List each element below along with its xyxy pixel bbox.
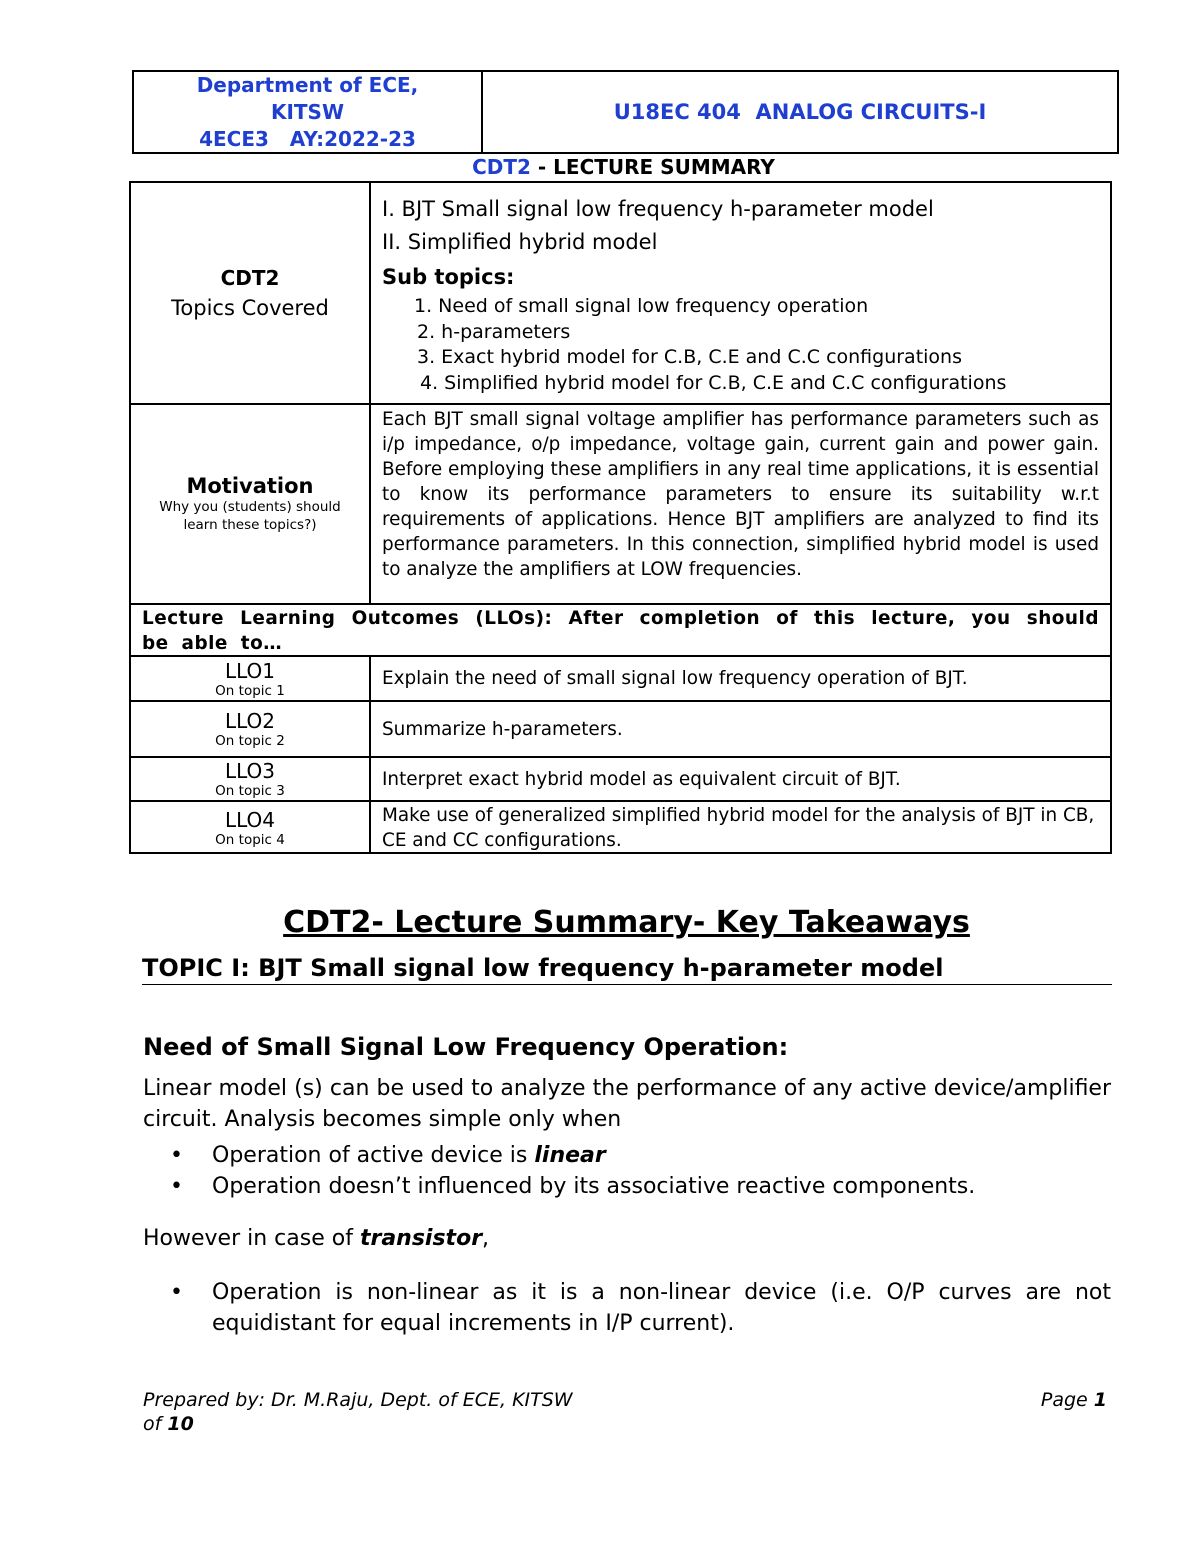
- bullet-item: [170, 1171, 1111, 1202]
- llo-text: Summarize h-parameters.: [382, 718, 623, 740]
- llo-topic: On topic 4: [215, 832, 285, 848]
- header-table: [132, 70, 1119, 154]
- class-year: 4ECE3 AY:2022-23: [199, 126, 416, 151]
- llo-label: LLO2: [224, 709, 276, 733]
- page-footer: [143, 1388, 1113, 1436]
- bullet-dot: •: [170, 1174, 183, 1199]
- llo-label-cell: [131, 758, 371, 800]
- llo-label-cell: [131, 802, 371, 854]
- motivation-label: Motivation: [186, 474, 314, 498]
- topics-covered-label: Topics Covered: [171, 296, 329, 320]
- llo-text: Explain the need of small signal low frequency operation of BJT.: [382, 668, 968, 689]
- topics-label-cell: [131, 183, 371, 403]
- llo-text: Make use of generalized simplified hybrid model for the analysis of BJT in CB, CE and CC configurations.: [382, 805, 1095, 851]
- prepared-by: Prepared by: Dr. M.Raju, Dept. of ECE, KITSW: [143, 1389, 573, 1411]
- key-takeaways-title: CDT2- Lecture Summary- Key Takeaways: [283, 905, 970, 940]
- motivation-row: [131, 405, 1110, 605]
- sub-topic-3: 3. Exact hybrid model for C.B, C.E and C.C configurations: [417, 346, 962, 368]
- llo-topic: On topic 2: [215, 733, 285, 749]
- llo-heading: Lecture Learning Outcomes (LLOs): After completion of this lecture, you should be able to…: [142, 608, 1099, 654]
- topics-row: [131, 183, 1110, 405]
- motivation-sub-label: Why you (students) should learn these topics?): [159, 499, 341, 533]
- llo-row: [131, 802, 1110, 854]
- llo-label-cell: [131, 657, 371, 700]
- llo-heading-row: [131, 605, 1110, 657]
- paragraph-text: However in case of: [143, 1226, 360, 1251]
- topics-cdt-label: CDT2: [220, 266, 280, 290]
- sub-topic-1: 1. Need of small signal low frequency operation: [414, 295, 869, 317]
- bullet-text: [212, 1140, 1111, 1171]
- summary-label: - LECTURE SUMMARY: [530, 155, 775, 179]
- llo-label-cell: [131, 702, 371, 756]
- bullet-text: Operation is non-linear as it is a non-linear device (i.e. O/P curves are not equidistant for equal increments in I/P current).: [212, 1280, 1111, 1336]
- department-cell: [134, 72, 483, 152]
- llo-topic: On topic 1: [215, 682, 285, 699]
- llo-label: LLO1: [224, 658, 276, 683]
- topics-content-cell: [371, 183, 1110, 403]
- bullet-dot: •: [170, 1143, 183, 1168]
- bullet-text: Operation doesn’t influenced by its associative reactive components.: [212, 1174, 976, 1199]
- llo-row: [131, 657, 1110, 702]
- bullet-dot: •: [170, 1280, 183, 1305]
- llo-label: LLO3: [224, 759, 276, 783]
- institute-name: KITSW: [270, 99, 345, 124]
- lecture-summary-title: [130, 155, 1117, 179]
- summary-table: [129, 181, 1112, 854]
- llo-topic: On topic 3: [215, 783, 285, 799]
- topic-heading: TOPIC I: BJT Small signal low frequency h-parameter model: [142, 954, 1112, 985]
- llo-label: LLO4: [224, 808, 276, 832]
- llo-row: [131, 702, 1110, 758]
- sub-topics-heading: Sub topics:: [382, 265, 515, 289]
- bullet-item: [170, 1140, 1111, 1171]
- page-count: 10: [167, 1413, 194, 1435]
- section-heading: Need of Small Signal Low Frequency Operation:: [143, 1033, 789, 1061]
- motivation-text: Each BJT small signal voltage amplifier has performance parameters such as i/p impedance, o/p impedance, voltage gain, current gain and power gain. Before employing these amplifiers in any real time applications, it is essential to know its performance parameters to ensure its suitability w.r.t requirements of applications. Hence BJT amplifiers are analyzed to find its performance parameters. In this connection, simplified hybrid model is used to analyze the amplifiers at LOW frequencies.: [382, 409, 1099, 580]
- cdt-code: CDT2: [472, 155, 531, 179]
- emphasis-linear: linear: [534, 1143, 606, 1168]
- department-name: Department of ECE,: [196, 72, 419, 97]
- bullet-item: [170, 1277, 1111, 1339]
- page-label: Page: [1040, 1389, 1094, 1411]
- topic-2: II. Simplified hybrid model: [382, 230, 658, 254]
- llo-text: Interpret exact hybrid model as equivalent circuit of BJT.: [382, 768, 901, 790]
- course-title: U18EC 404 ANALOG CIRCUITS-I: [613, 100, 987, 124]
- page-number: [1041, 1388, 1107, 1412]
- topic-1: I. BJT Small signal low frequency h-parameter model: [382, 197, 934, 221]
- page-current: 1: [1093, 1389, 1107, 1411]
- bullet-text-plain: Operation of active device is: [212, 1143, 535, 1168]
- course-cell: [483, 72, 1117, 152]
- of-label: of: [143, 1413, 168, 1435]
- sub-topic-2: 2. h-parameters: [417, 320, 571, 343]
- llo-row: [131, 758, 1110, 802]
- paragraph-punct: ,: [482, 1226, 490, 1251]
- transistor-paragraph: [143, 1223, 1111, 1254]
- page-total: [143, 1412, 1113, 1436]
- motivation-label-cell: [131, 405, 371, 603]
- intro-paragraph: Linear model (s) can be used to analyze the performance of any active device/amplifier circuit. Analysis becomes simple only when: [143, 1076, 1111, 1132]
- sub-topic-4: 4. Simplified hybrid model for C.B, C.E and C.C configurations: [420, 371, 1007, 394]
- emphasis-transistor: transistor: [359, 1226, 483, 1251]
